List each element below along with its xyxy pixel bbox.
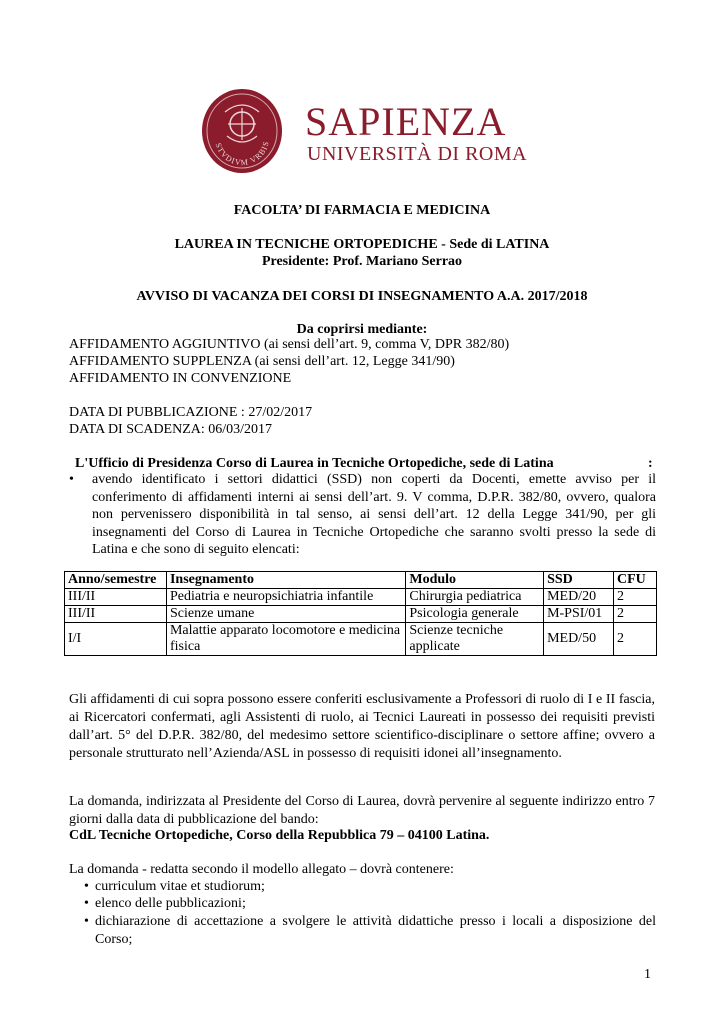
table-header-cell: Anno/semestre xyxy=(65,572,167,589)
publication-date: DATA DI PUBBLICAZIONE : 27/02/2017 xyxy=(69,405,313,420)
table-cell: M-PSI/01 xyxy=(544,606,614,623)
cover-heading: Da coprirsi mediante: xyxy=(296,322,428,337)
table-cell: MED/20 xyxy=(544,589,614,606)
seal-text: STVDIVM VRBIS xyxy=(213,139,271,168)
office-heading-colon: : xyxy=(648,456,653,471)
table-cell: 2 xyxy=(614,623,657,656)
assignment-type: AFFIDAMENTO AGGIUNTIVO (ai sensi dell’art. 9, comma V, DPR 382/80) xyxy=(69,337,510,352)
bullet-icon: • xyxy=(84,879,89,894)
bullet-icon: • xyxy=(69,472,74,487)
bullet-icon: • xyxy=(84,896,89,911)
table-header-row xyxy=(65,572,657,589)
application-address: CdL Tecniche Ortopediche, Corso della Repubblica 79 – 04100 Latina. xyxy=(69,828,490,843)
table-cell: Scienze tecniche applicate xyxy=(406,623,544,656)
table-cell: III/II xyxy=(65,606,167,623)
table-header-cell: CFU xyxy=(614,572,657,589)
list-item: curriculum vitae et studiorum; xyxy=(95,879,265,894)
notice-title: AVVISO DI VACANZA DEI CORSI DI INSEGNAMENTO A.A. 2017/2018 xyxy=(136,289,588,304)
eligibility-paragraph: Gli affidamenti di cui sopra possono essere conferiti esclusivamente a Professori di ruolo di I e II fascia, ai Ricercatori confermati, agli Assistenti di ruolo, ai Tecnici Laureati in possesso dei requisiti previsti dall’art. 5° del D.P.R. 382/80, del medesimo settore scientifico-disciplinare o settore affine; ovvero a personale strutturato nell’Azienda/ASL in possesso di requisiti idonei all’insegnamento. xyxy=(69,692,655,761)
list-item: elenco delle pubblicazioni; xyxy=(95,896,246,911)
sapienza-seal-logo xyxy=(201,88,283,174)
table-cell: Scienze umane xyxy=(166,606,405,623)
table-header-cell: SSD xyxy=(544,572,614,589)
application-intro: La domanda, indirizzata al Presidente del Corso di Laurea, dovrà pervenire al seguente indirizzo entro 7 giorni dalla data di pubblicazione del bando: xyxy=(69,794,655,827)
table-cell: Psicologia generale xyxy=(406,606,544,623)
table-cell: III/II xyxy=(65,589,167,606)
table-cell: 2 xyxy=(614,606,657,623)
logo-subtitle: UNIVERSITÀ DI ROMA xyxy=(307,143,528,165)
deadline-date: DATA DI SCADENZA: 06/03/2017 xyxy=(69,422,273,437)
table-cell: MED/50 xyxy=(544,623,614,656)
president-line: Presidente: Prof. Mariano Serrao xyxy=(261,254,463,269)
office-heading: L'Ufficio di Presidenza Corso di Laurea in Tecniche Ortopediche, sede di Latina xyxy=(75,456,554,471)
table-row xyxy=(65,623,657,656)
table-header-cell: Insegnamento xyxy=(166,572,405,589)
table-cell: I/I xyxy=(65,623,167,656)
page-number: 1 xyxy=(644,967,651,982)
table-header-cell: Modulo xyxy=(406,572,544,589)
faculty-title: FACOLTA’ DI FARMACIA E MEDICINA xyxy=(233,203,491,218)
table-cell: Pediatria e neuropsichiatria infantile xyxy=(166,589,405,606)
courses-table xyxy=(64,571,657,656)
contents-intro: La domanda - redatta secondo il modello allegato – dovrà contenere: xyxy=(69,862,454,877)
table-cell: 2 xyxy=(614,589,657,606)
list-item: dichiarazione di accettazione a svolgere le attività didattiche presso i locali a disposizione del Corso; xyxy=(95,914,656,947)
logo-wordmark: SAPIENZA xyxy=(305,99,507,144)
bullet-icon: • xyxy=(84,914,89,929)
degree-title: LAUREA IN TECNICHE ORTOPEDICHE - Sede di LATINA xyxy=(174,237,550,252)
office-announcement: avendo identificato i settori didattici (SSD) non coperti da Docenti, emette avviso per il conferimento di affidamenti interni ai sensi dell’art. 9. V comma, D.P.R. 382/80, ovvero, qualora non pervenissero disponibilità in tal senso, ai sensi dell’art. 12 della Legge 341/90, per gli insegnamenti del Corso di Laurea in Tecniche Ortopediche che saranno svolti presso la sede di Latina e che sono di seguito elencati: xyxy=(92,472,656,558)
assignment-type: AFFIDAMENTO SUPPLENZA (ai sensi dell’art. 12, Legge 341/90) xyxy=(69,354,455,369)
table-row xyxy=(65,606,657,623)
assignment-type: AFFIDAMENTO IN CONVENZIONE xyxy=(69,371,292,386)
table-row xyxy=(65,589,657,606)
table-cell: Malattie apparato locomotore e medicina fisica xyxy=(166,623,405,656)
table-cell: Chirurgia pediatrica xyxy=(406,589,544,606)
